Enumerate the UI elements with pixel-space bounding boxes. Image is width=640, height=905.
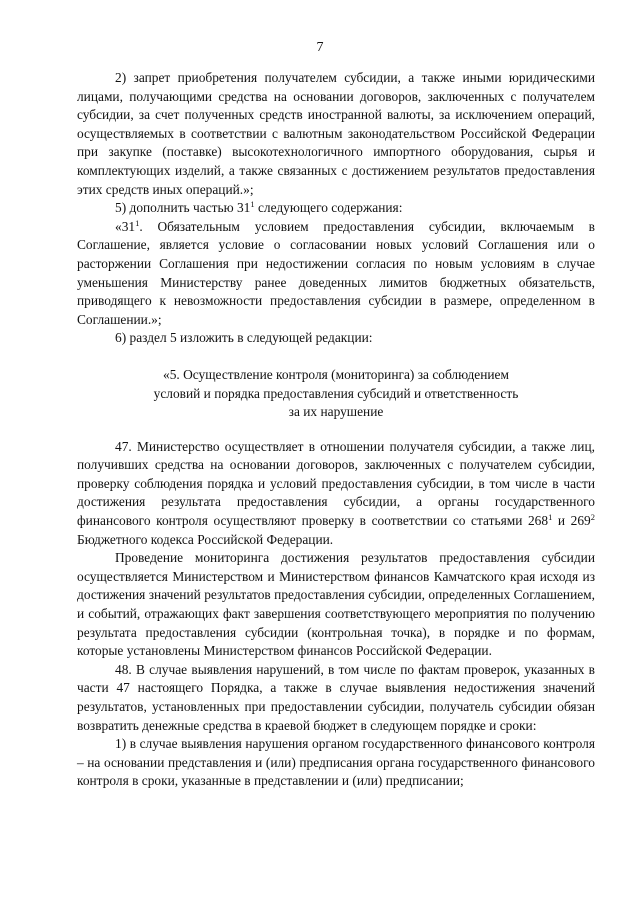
paragraph-47 bbox=[77, 438, 595, 550]
paragraph-item-5 bbox=[77, 199, 595, 218]
section-heading-line: «5. Осуществление контроля (мониторинга) за соблюдением bbox=[163, 366, 509, 382]
item5-text: 5) дополнить частью 31 bbox=[115, 200, 251, 216]
p47-superscript-2: 2 bbox=[590, 512, 596, 523]
section-heading bbox=[77, 366, 595, 422]
item5-text-end: следующего содержания: bbox=[254, 200, 403, 216]
p47-text-start: 47. Министерство осуществляет в отношении получателя субсидии, а также лиц, получивших средства на основании договоров, заключенных с получателем субсидии, проверку соблюдения порядка и условий предоставления субсидии, в том числе в части достижения результата предоставления субсидии, а органы государственного финансового контроля осуществляют проверку в соответствии со статьями 268 bbox=[77, 438, 595, 529]
paragraph-monitoring: Проведение мониторинга достижения результатов предоставления субсидии осуществляется Министерством и Министерством финансов Камчатского края исходя из достижения значений результатов предоставления субсидии, определенных Соглашением, и событий, отражающих факт завершения соответствующего мероприятия по получению результата предоставления субсидии (контрольная точка), в порядке и по формам, которые установлены Министерством финансов Российской Федерации. bbox=[77, 550, 595, 659]
p47-text-middle: и 269 bbox=[552, 513, 591, 529]
part31-text-start: «31 bbox=[115, 218, 136, 234]
p47-text-end: Бюджетного кодекса Российской Федерации. bbox=[77, 531, 334, 547]
paragraph-48: 48. В случае выявления нарушений, в том числе по фактам проверок, указанных в части 47 настоящего Порядка, а также в случае выявления недостижения значений результатов, установленных при предоставлении субсидии, получатель субсидии обязан возвратить денежные средства в краевой бюджет в следующем порядке и сроки: bbox=[77, 661, 595, 733]
paragraph-item-6: 6) раздел 5 изложить в следующей редакции: bbox=[115, 330, 373, 346]
paragraph-48-item-1: 1) в случае выявления нарушения органом государственного финансового контроля – на основании представления и (или) предписания органа государственного финансового контроля в сроки, указанные в представлении и (или) предписании; bbox=[77, 736, 595, 789]
item5-superscript: 1 bbox=[250, 199, 255, 210]
section-heading-line: за их нарушение bbox=[288, 404, 384, 420]
paragraph-part-31-1 bbox=[77, 218, 595, 330]
p47-superscript-1: 1 bbox=[548, 512, 553, 523]
part31-text: . Обязательным условием предоставления субсидии, включаемым в Соглашение, является условие о согласовании новых условий Соглашения или о расторжении Соглашения при недостижении согласия по новым условиям в случае уменьшения Министерству ранее доведенных лимитов бюджетных обязательств, приводящего к невозможности предоставления субсидии в размере, определенном в Соглашении.»; bbox=[77, 218, 595, 327]
document-body bbox=[77, 69, 595, 791]
paragraph-item-2: 2) запрет приобретения получателем субсидии, а также иными юридическими лицами, получающими средства на основании договоров, заключенных с получателем субсидии, за счет полученных средств иностранной валюты, за исключением операций, осуществляемых в соответствии с валютным законодательством Российской Федерации при закупке (поставке) высокотехнологичного импортного оборудования, сырья и комплектующих изделий, а также связанных с достижением результатов предоставления этих средств иных операций.»; bbox=[77, 70, 595, 197]
section-heading-line: условий и порядка предоставления субсидий и ответственность bbox=[153, 385, 519, 401]
part31-superscript: 1 bbox=[135, 217, 140, 228]
page-number: 7 bbox=[316, 40, 324, 55]
